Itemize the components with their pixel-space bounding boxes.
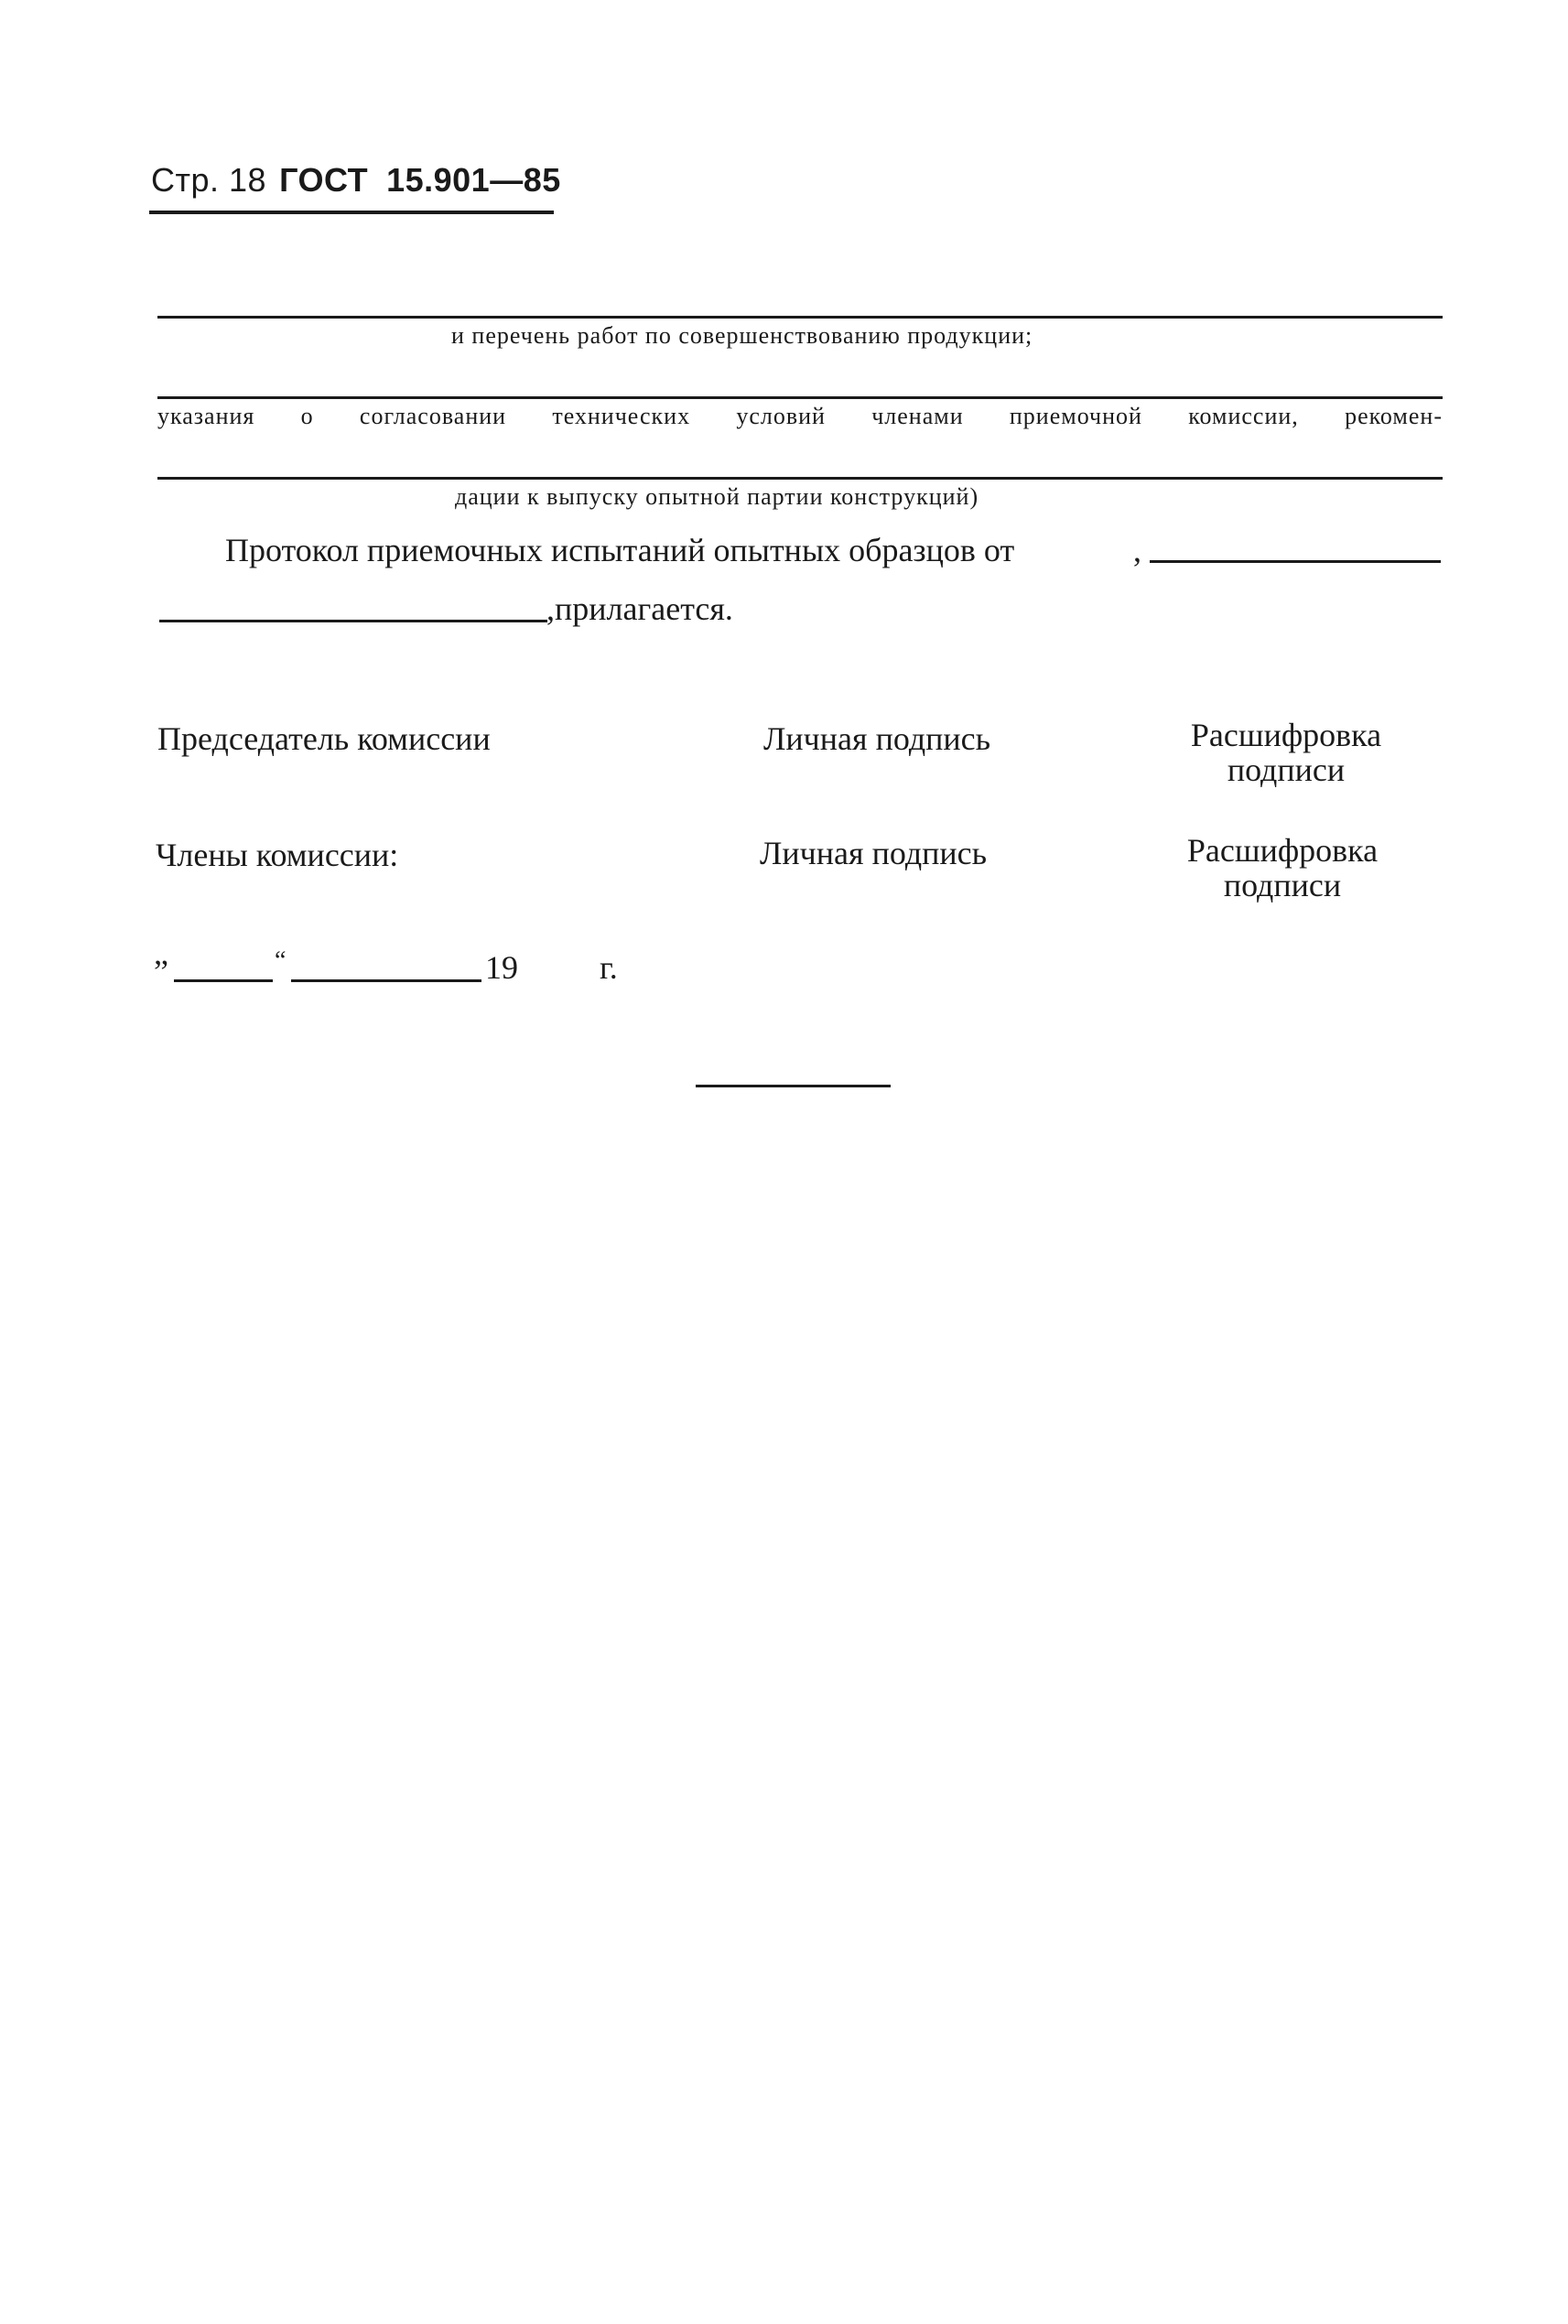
members-decode-line1: Расшифровка	[1186, 832, 1379, 869]
caption-line-2	[157, 403, 1443, 430]
field-line-3	[157, 477, 1443, 480]
protocol-date-field[interactable]	[1150, 560, 1441, 563]
protocol-number-field[interactable]	[159, 620, 547, 622]
field-line-2	[157, 396, 1443, 399]
members-label: Члены комиссии:	[156, 837, 399, 873]
date-open-quote: „	[154, 935, 168, 971]
protocol-suffix-text: прилагается.	[555, 590, 733, 627]
standard-number: 15.901—85	[386, 161, 561, 199]
chairman-decode-line2: подписи	[1227, 751, 1346, 788]
chairman-label: Председатель комиссии	[157, 720, 491, 757]
members-signature-label: Личная подпись	[760, 835, 988, 871]
protocol-suffix: ,прилагается.	[546, 590, 733, 627]
chairman-decode	[1162, 718, 1410, 787]
header-underline	[149, 211, 554, 214]
page-number: Стр. 18	[151, 161, 267, 199]
date-year-suffix: г.	[600, 949, 618, 986]
date-close-quote: “	[275, 946, 287, 975]
caption-line-2-text: указания о согласовании технических условий членами приемочной комиссии, рекомен-	[157, 403, 1443, 429]
members-decode-line2: подписи	[1223, 867, 1342, 903]
caption-line-3: дации к выпуску опытной партии конструкций)	[455, 483, 979, 510]
page-header	[151, 161, 561, 200]
chairman-signature-label: Личная подпись	[763, 720, 991, 757]
caption-line-1: и перечень работ по совершенствованию продукции;	[451, 322, 1033, 349]
chairman-decode-line1: Расшифровка	[1190, 717, 1382, 753]
protocol-text: Протокол приемочных испытаний опытных образцов от	[225, 532, 1015, 568]
date-day-field[interactable]	[174, 979, 273, 982]
field-line-1	[157, 316, 1443, 319]
date-month-field[interactable]	[291, 979, 481, 982]
end-rule	[696, 1085, 891, 1087]
gost-label: ГОСТ	[279, 161, 369, 199]
protocol-date-comma: ,	[1133, 532, 1141, 568]
members-decode	[1159, 833, 1406, 903]
date-year-prefix: 19	[485, 949, 518, 986]
